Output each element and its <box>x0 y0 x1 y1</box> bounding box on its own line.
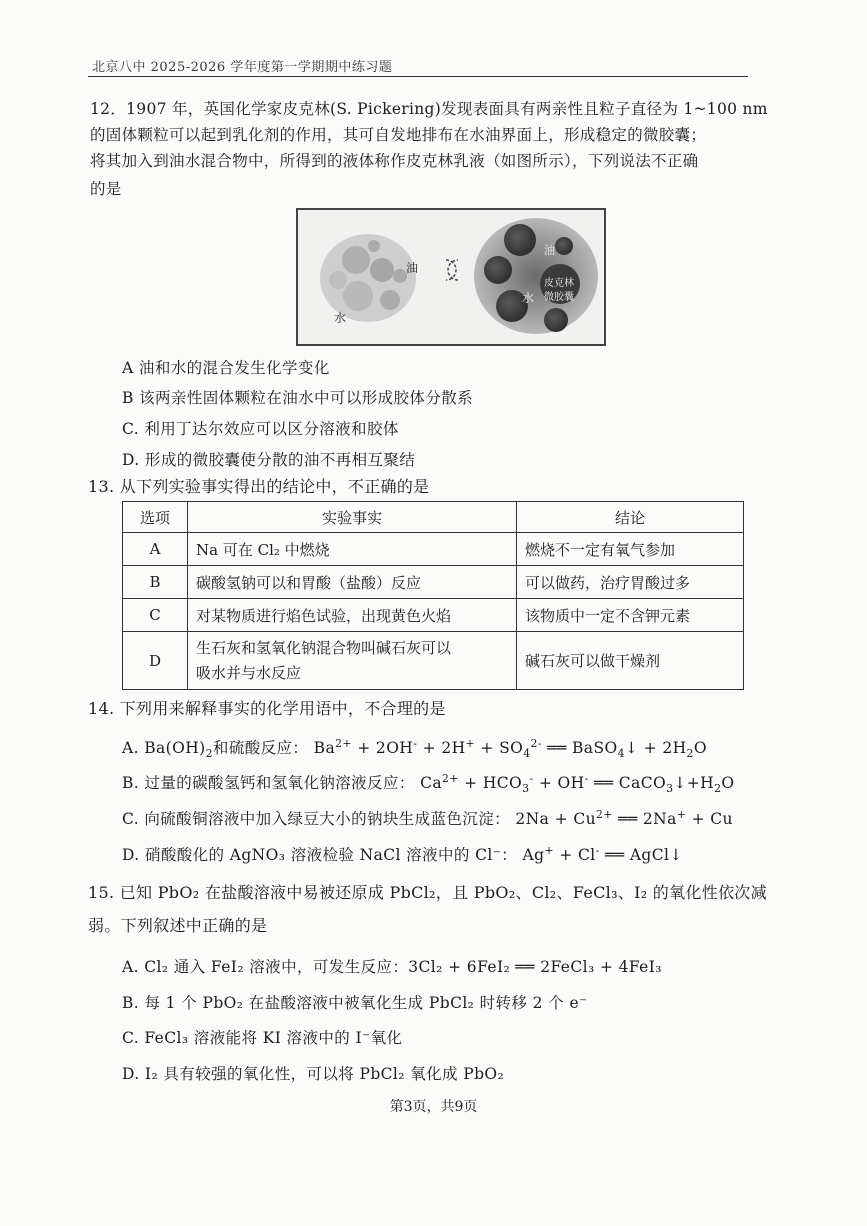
q14-option-a: A. $Ba(OH)_2$和硫酸反应： $Ba^{2+} + 2OH^- + 2H^+ + SO_4^{2-}$ ══ BaSO$_4$↓ + $2H_2O$ <box>122 736 707 761</box>
question-13-stem: 13. 从下列实验事实得出的结论中，不正确的是 <box>88 477 430 496</box>
row-fact: Na 可在 Cl₂ 中燃烧 <box>188 533 517 566</box>
option-prefix: A. Ba(OH) <box>122 739 206 757</box>
question-15-stem-line1: 15. 已知 PbO₂ 在盐酸溶液中易被还原成 PbCl₂，且 PbO₂、Cl₂、FeCl₃、I₂ 的氧化性依次减 <box>88 883 767 902</box>
q15-option-c: C. FeCl₃ 溶液能将 KI 溶液中的 I⁻氧化 <box>122 1029 403 1047</box>
col-header-option: 选项 <box>123 502 188 533</box>
right-oil-label: 油 <box>544 244 555 257</box>
q12-option-a: A 油和水的混合发生化学变化 <box>122 359 330 377</box>
equation: $Ca^{2+} + HCO_3^- + OH^-$ ══ $CaCO_3↓+H_2O$ <box>420 771 735 796</box>
pickering-emulsion-figure <box>296 208 606 346</box>
q12-line: 的是 <box>90 180 122 198</box>
row-option: B <box>123 566 188 599</box>
question-14-stem: 14. 下列用来解释事实的化学用语中，不合理的是 <box>88 699 446 718</box>
pickering-emulsion <box>474 218 598 334</box>
emulsion-diagram <box>298 210 604 344</box>
row-conclusion: 燃烧不一定有氧气参加 <box>517 533 744 566</box>
header-divider <box>88 76 748 77</box>
q14-option-b <box>122 771 735 796</box>
q14-option-d <box>122 843 683 865</box>
page-number: 第3页，共9页 <box>389 1099 478 1115</box>
row-fact-line: 吸水并与水反应 <box>196 663 302 682</box>
equation: $Ba^{2+} + 2OH^- + 2H^+ + SO_4^{2-}$ ══ BaSO$_4$↓ + $2H_2O$ <box>313 736 707 761</box>
q12-line: 12．1907 年，英国化学家皮克林(S. Pickering)发现表面具有两亲性且粒子直径为 1~100 nm <box>90 100 768 118</box>
option-text: 过量的碳酸氢钙和氢氧化钠溶液反应： <box>144 774 415 792</box>
right-water-label: 水 <box>522 291 535 305</box>
table-row <box>123 599 744 632</box>
q13-table <box>122 501 744 690</box>
q12-option-b: B 该两亲性固体颗粒在油水中可以形成胶体分散系 <box>122 389 474 407</box>
microcapsule-label-1: 皮克林 <box>544 278 574 289</box>
row-option: D <box>123 632 188 690</box>
equation: Ag+ + Cl- ══ AgCl↓ <box>522 843 683 864</box>
table-row <box>123 566 744 599</box>
q12-line: 将其加入到油水混合物中，所得到的液体称作皮克林乳液（如图所示），下列说法不正确 <box>90 152 699 170</box>
option-text: 硝酸酸化的 AgNO₃ 溶液检验 NaCl 溶液中的 Cl⁻： <box>144 846 518 864</box>
question-15-stem-line2: 弱。下列叙述中正确的是 <box>88 916 268 935</box>
reversible-arrow-icon <box>446 260 458 280</box>
option-prefix: C. <box>122 810 145 828</box>
col-header-conclusion: 结论 <box>517 502 744 533</box>
q15-option-b: B. 每 1 个 PbO₂ 在盐酸溶液中被氧化生成 PbCl₂ 时转移 2 个 e⁻ <box>122 994 588 1012</box>
q14-option-c <box>122 807 733 829</box>
table-row <box>123 533 744 566</box>
row-fact-line: 生石灰和氢氧化钠混合物叫碱石灰可以 <box>196 638 452 657</box>
row-fact: 碳酸氢钠可以和胃酸（盐酸）反应 <box>188 566 517 599</box>
left-oil-label: 油 <box>406 261 419 275</box>
microcapsule-label-2: 微胶囊 <box>544 292 574 303</box>
q12-option-c: C. 利用丁达尔效应可以区分溶液和胶体 <box>122 420 399 438</box>
option-text: 和硫酸反应： <box>212 739 309 757</box>
row-option: A <box>123 533 188 566</box>
q15-option-a: A. Cl₂ 通入 FeI₂ 溶液中，可发生反应：3Cl₂ + 6FeI₂ ══ 2FeCl₃ + 4FeI₃ <box>122 958 662 976</box>
table-row <box>123 632 744 690</box>
q12-line: 的固体颗粒可以起到乳化剂的作用，其可自发地排布在水油界面上，形成稳定的微胶囊； <box>90 126 707 144</box>
q12-option-d: D. 形成的微胶囊使分散的油不再相互聚结 <box>122 451 416 469</box>
question-12-stem <box>90 96 780 202</box>
col-header-fact: 实验事实 <box>188 502 517 533</box>
row-conclusion: 可以做药，治疗胃酸过多 <box>517 566 744 599</box>
row-conclusion: 碱石灰可以做干燥剂 <box>517 632 744 690</box>
left-water-label: 水 <box>334 311 347 325</box>
row-option: C <box>123 599 188 632</box>
option-text: 向硫酸铜溶液中加入绿豆大小的钠块生成蓝色沉淀： <box>144 810 511 828</box>
row-fact: 对某物质进行焰色试验，出现黄色火焰 <box>188 599 517 632</box>
equation: $2Na + Cu^{2+}$ ══ 2Na+ + Cu <box>515 807 733 828</box>
row-fact <box>188 632 517 690</box>
row-conclusion: 该物质中一定不含钾元素 <box>517 599 744 632</box>
oil-water-mixture <box>320 234 419 322</box>
table-header-row <box>123 502 744 533</box>
option-prefix: D. <box>122 846 145 864</box>
page-header: 北京八中 2025-2026 学年度第一学期期中练习题 <box>92 60 393 75</box>
option-prefix: B. <box>122 774 145 792</box>
q15-option-d: D. I₂ 具有较强的氧化性，可以将 PbCl₂ 氧化成 PbO₂ <box>122 1065 505 1083</box>
